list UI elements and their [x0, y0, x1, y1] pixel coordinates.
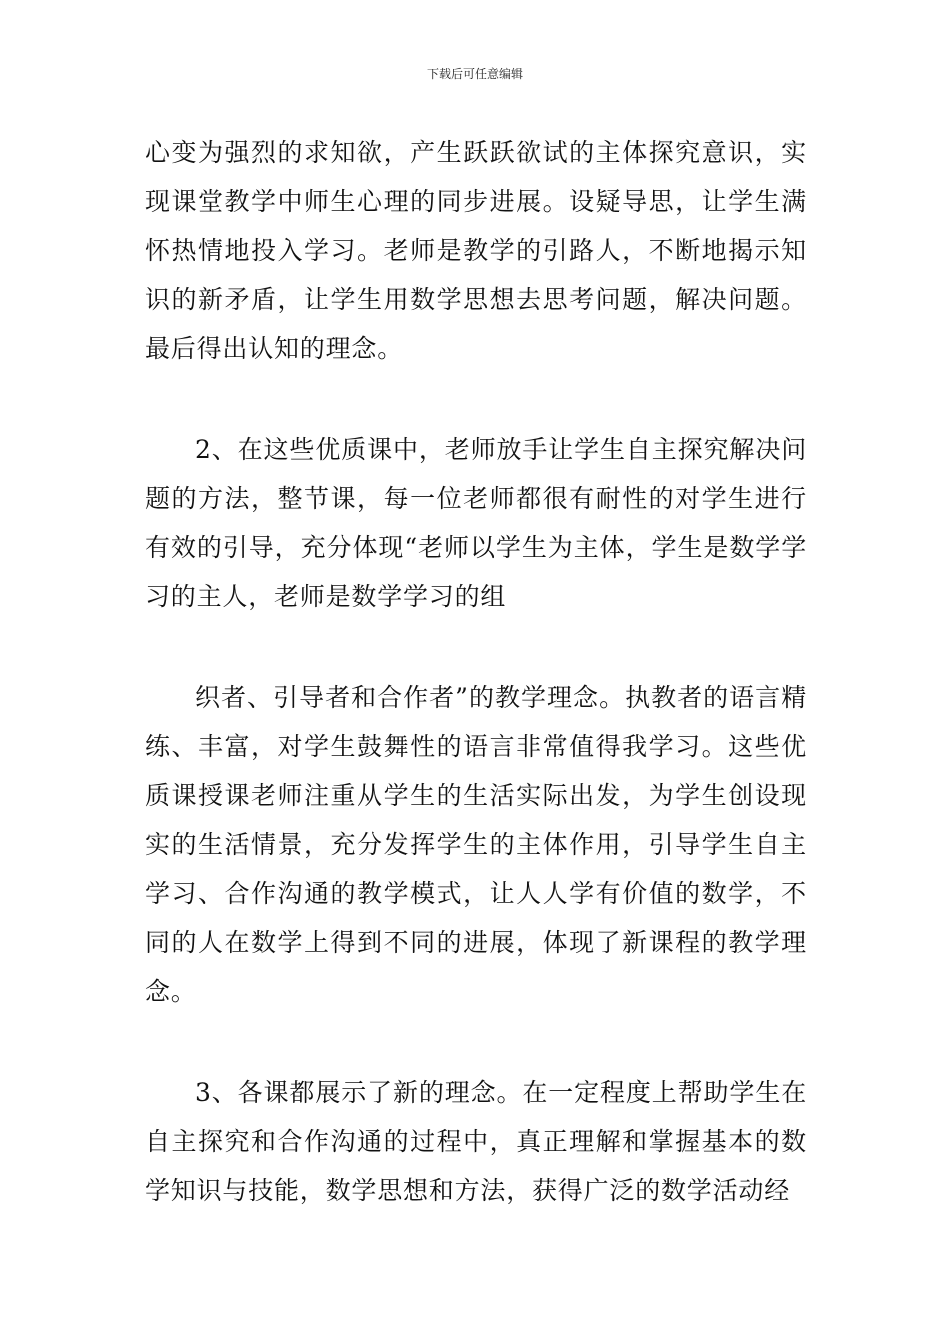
paragraph-point-2-continued: 织者、引导者和合作者”的教学理念。执教者的语言精练、丰富，对学生鼓舞性的语言非常值得我学习。这些优质课授课老师注重从学生的生活实际出发，为学生创设现实的生活情景，充分发挥学生的主体作用，引导学生自主学习、合作沟通的教学模式，让人人学有价值的数学，不同的人在数学上得到不同的进展，体现了新课程的教学理念。	[145, 683, 807, 1006]
paragraph-point-3: 3、各课都展示了新的理念。在一定程度上帮助学生在自主探究和合作沟通的过程中，真正理解和掌握基本的数学知识与技能，数学思想和方法，获得广泛的数学活动经	[145, 1078, 807, 1205]
paragraph-continuation: 心变为强烈的求知欲，产生跃跃欲试的主体探究意识，实现课堂教学中师生心理的同步进展。设疑导思，让学生满怀热情地投入学习。老师是教学的引路人，不断地揭示知识的新矛盾，让学生用数学思想去思考问题，解决问题。最后得出认知的理念。	[145, 138, 807, 363]
paragraph-point-2: 2、在这些优质课中，老师放手让学生自主探究解决问题的方法，整节课，每一位老师都很有耐性的对学生进行有效的引导，充分体现“老师以学生为主体，学生是数学学习的主人，老师是数学学习的组	[145, 435, 807, 611]
document-body	[145, 128, 807, 1215]
page-header: 下载后可任意编辑	[426, 67, 523, 81]
